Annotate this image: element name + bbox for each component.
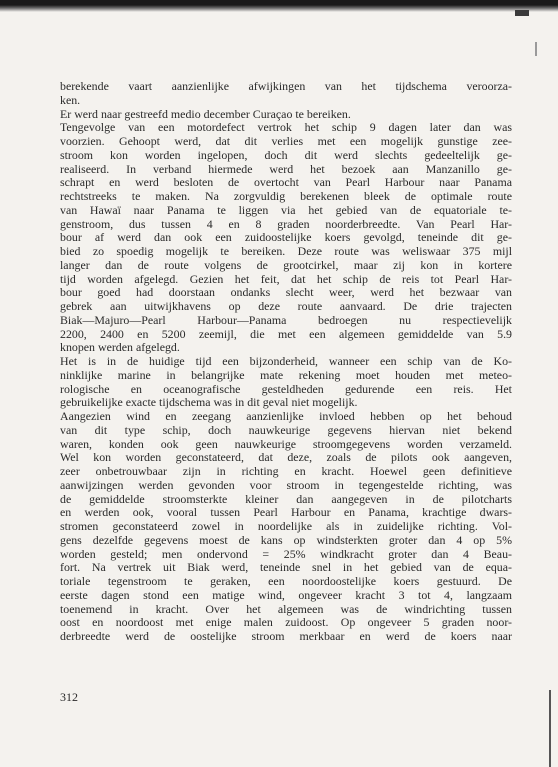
text-line: bour goed had doorstaan ondanks slecht weer, werd het bezwaar van xyxy=(60,285,512,300)
text-line: voorzien. Gehoopt werd, dat dit verlies met een mogelijk gunstige zee- xyxy=(60,134,512,148)
scan-edge-notch xyxy=(515,10,529,16)
text-line: ken. xyxy=(60,92,81,107)
scan-right-edge xyxy=(549,690,551,767)
text-line: stroom kon worden ingelopen, doch dit werd slechts gedeeltelijk ge- xyxy=(60,147,512,162)
text-line: zeer onbetrouwbaar zijn in richting en kracht. Hoewel geen definitieve xyxy=(60,464,512,478)
text-line: de gemiddelde stroomsterkte kleiner dan aangegeven in de pilotcharts xyxy=(60,491,512,506)
text-line: schrapt en werd besloten de overtocht van Pearl Harbour naar Panama xyxy=(60,175,512,190)
text-line: fort. Na vertrek uit Biak werd, teneinde snel in het gebied van de equa- xyxy=(60,560,512,575)
body-text xyxy=(60,80,512,644)
text-line: oost en noordoost met enige malen zuidoost. Op ongeveer 5 graden noor- xyxy=(60,615,512,630)
text-line: Tengevolge van een motordefect vertrok het schip 9 dagen later dan was xyxy=(60,120,512,135)
text-line: bour af werd dan ook een zuidoostelijke koers gevolgd, teneinde dit ge- xyxy=(60,230,512,245)
text-line: gebrek aan uitwijkhavens op deze route aanvaard. De drie trajecten xyxy=(60,299,512,313)
text-line: toenemend in kracht. Over het algemeen was de windrichting tussen xyxy=(60,601,512,616)
text-line: Het is in de huidige tijd een bijzonderheid, wanneer een schip van de Ko- xyxy=(60,354,512,368)
text-line: eerste dagen stond een matige wind, ongeveer kracht 3 tot 4, langzaam xyxy=(60,587,512,602)
text-line: knopen werden afgelegd. xyxy=(60,340,180,355)
text-line: Aangezien wind en zeegang aanzienlijke invloed hebben op het behoud xyxy=(60,409,512,423)
text-line: gebruikelijke exacte tijdschema was in dit geval niet mogelijk. xyxy=(60,395,358,410)
text-line: toriale tegenstroom te geraken, een noordoostelijke koers gestuurd. De xyxy=(60,574,512,588)
text-line: waren, konden ook geen nauwkeurige stroomgegevens worden verzameld. xyxy=(60,436,512,451)
text-line: stromen geconstateerd zowel in noordelijke als in zuidelijke richting. Vol- xyxy=(60,519,512,533)
text-line: Biak—Majuro—Pearl Harbour—Panama bedroegen nu respectievelijk xyxy=(60,312,512,327)
text-line: en werden ook, vooral tussen Pearl Harbour en Panama, krachtige dwars- xyxy=(60,505,512,520)
margin-mark xyxy=(535,42,537,56)
text-line: rologische en oceanografische gesteldheden gedurende een reis. Het xyxy=(60,381,512,396)
page-number: 312 xyxy=(60,690,78,704)
text-line: van dit type schip, doch nauwkeurige gegevens hiervan niet bekend xyxy=(60,422,512,437)
text-line: van Hawaï naar Panama te liggen via het gebied van de equatoriale te- xyxy=(60,202,512,217)
text-line: gens dezelfde gegevens moest de kans op windsterkten groter dan 4 op 5% xyxy=(60,532,512,547)
text-line: bied zo spoedig mogelijk te bereiken. Deze route was weliswaar 375 mijl xyxy=(60,244,512,258)
text-line: Er werd naar gestreefd medio december Curaçao te bereiken. xyxy=(60,106,351,121)
text-line: tijd worden afgelegd. Gezien het feit, dat het schip de reis tot Pearl Har- xyxy=(60,271,512,286)
text-line: langer dan de route volgens de grootcirkel, maar zij kon in kortere xyxy=(60,257,512,272)
text-line: ninklijke marine in belangrijke mate rekening moet houden met meteo- xyxy=(60,367,512,382)
text-line: genstroom, dus tussen 4 en 8 graden noorderbreedte. Van Pearl Har- xyxy=(60,216,512,231)
scan-top-edge xyxy=(0,0,558,12)
text-line: rechtstreeks te maken. Na zorgvuldig berekenen bleek de optimale route xyxy=(60,189,512,203)
text-line: worden gesteld; men ondervond = 25% windkracht groter dan 4 Beau- xyxy=(60,546,512,561)
text-line: 2200, 2400 en 5200 zeemijl, die met een algemeen gemiddelde van 5.9 xyxy=(60,326,512,341)
text-line: Wel kon worden geconstateerd, dat deze, zoals de pilots ook aangeven, xyxy=(60,450,512,465)
text-line: aanwijzingen werden gevonden voor stroom in tegengestelde richting, was xyxy=(60,477,512,492)
text-line: derbreedte werd de oostelijke stroom merkbaar en werd de koers naar xyxy=(60,629,512,643)
text-line: berekende vaart aanzienlijke afwijkingen van het tijdschema veroorza- xyxy=(60,79,512,93)
text-line: realiseerd. In verband hiermede werd het bezoek aan Manzanillo ge- xyxy=(60,161,512,176)
